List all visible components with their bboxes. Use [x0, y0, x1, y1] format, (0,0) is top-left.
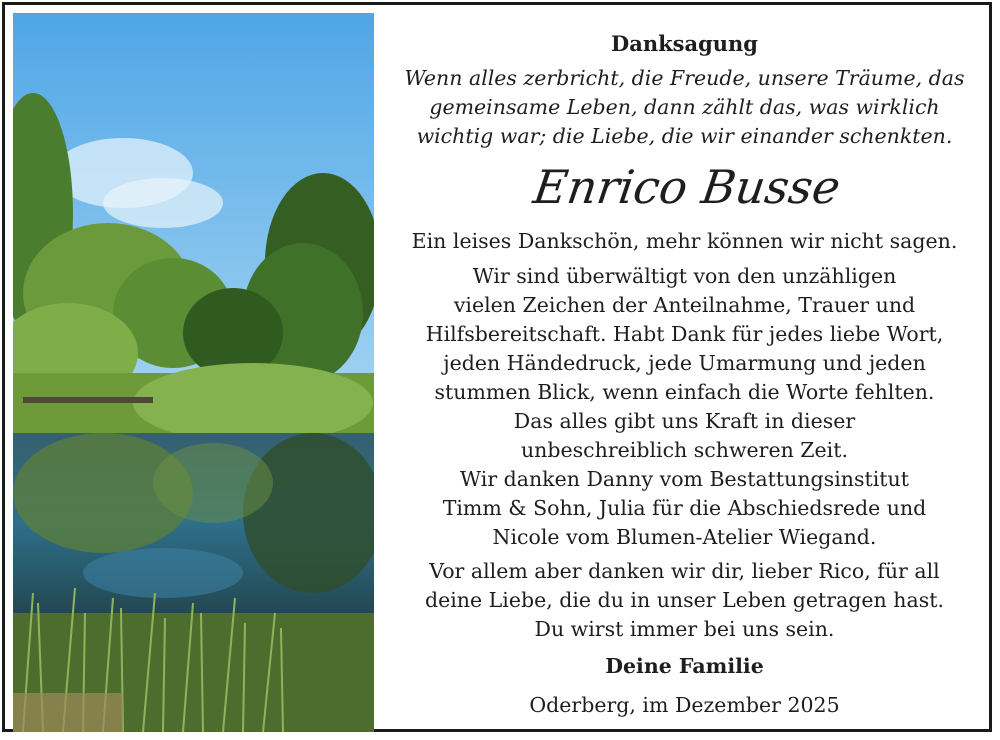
- text-line: Vor allem aber danken wir dir, lieber Rico, für all: [429, 559, 940, 583]
- quote-line: gemeinsame Leben, dann zählt das, was wirklich: [429, 95, 940, 119]
- place-date: Oderberg, im Dezember 2025: [529, 693, 840, 717]
- thanks-paragraph-1: [387, 227, 982, 256]
- obituary-frame: [2, 2, 992, 732]
- quote-line: Wenn alles zerbricht, die Freude, unsere Träume, das: [404, 66, 965, 90]
- deceased-name-text: Enrico Busse: [530, 160, 844, 214]
- text-line: vielen Zeichen der Anteilnahme, Trauer und: [453, 293, 916, 317]
- text-line: Das alles gibt uns Kraft in dieser: [513, 409, 856, 433]
- text-line: Du wirst immer bei uns sein.: [534, 617, 835, 641]
- text-line: Ein leises Dankschön, mehr können wir nicht sagen.: [411, 229, 958, 253]
- text-line: Wir danken Danny vom Bestattungsinstitut: [460, 467, 909, 491]
- quote: [387, 64, 982, 151]
- text-line: Nicole vom Blumen-Atelier Wiegand.: [492, 525, 877, 549]
- thanks-paragraph-4: [387, 557, 982, 644]
- text-line: deine Liebe, die du in unser Leben getragen hast.: [425, 588, 944, 612]
- pond-landscape-photo: [13, 13, 374, 732]
- notice-text: [387, 13, 982, 732]
- text-line: Wir sind überwältigt von den unzähligen: [472, 264, 897, 288]
- deceased-name: [387, 151, 982, 221]
- thanks-paragraph-2: [387, 262, 982, 465]
- quote-line: wichtig war; die Liebe, die wir einander schenkten.: [416, 124, 953, 148]
- signature: Deine Familie: [605, 654, 764, 678]
- text-line: Hilfsbereitschaft. Habt Dank für jedes liebe Wort,: [425, 322, 944, 346]
- text-line: stummen Blick, wenn einfach die Worte fehlten.: [434, 380, 935, 404]
- text-line: unbeschreiblich schweren Zeit.: [520, 438, 848, 462]
- text-line: jeden Händedruck, jede Umarmung und jeden: [443, 351, 926, 375]
- text-line: Timm & Sohn, Julia für die Abschiedsrede und: [442, 496, 927, 520]
- notice-heading: Danksagung: [611, 31, 758, 56]
- thanks-paragraph-3: [387, 465, 982, 552]
